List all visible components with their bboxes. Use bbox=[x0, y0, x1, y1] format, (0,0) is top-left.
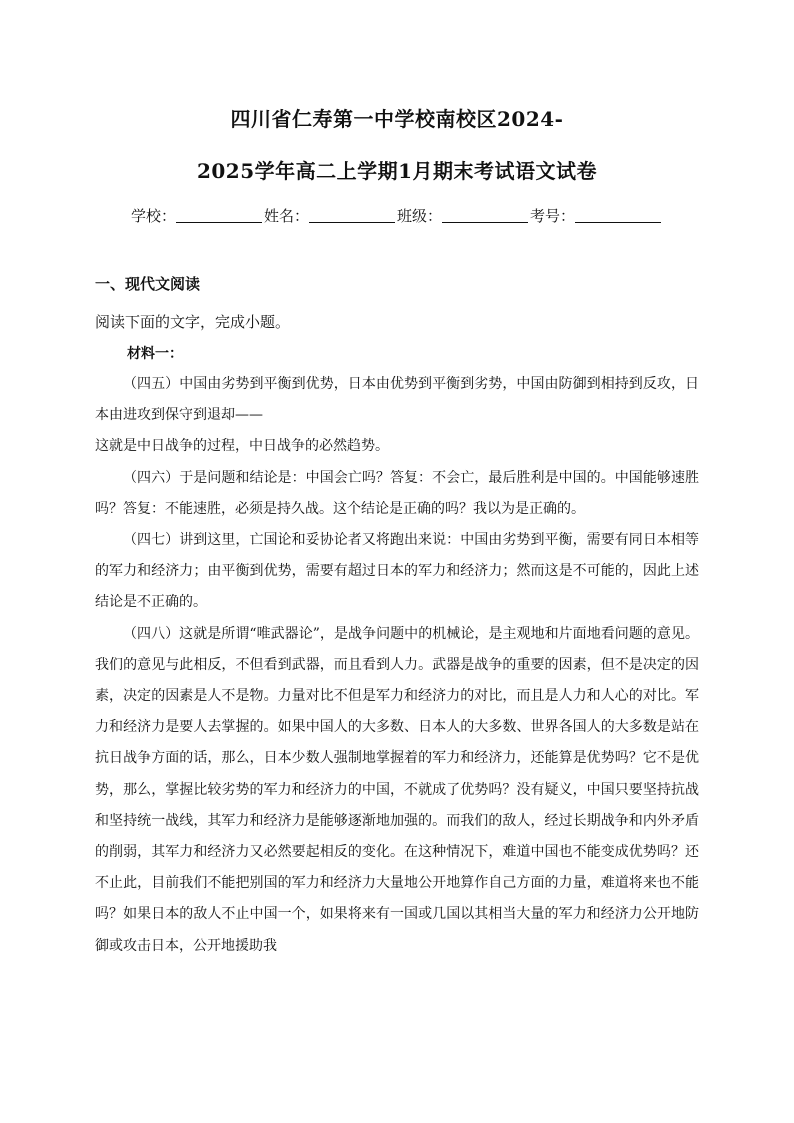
class-blank[interactable] bbox=[442, 222, 528, 223]
reading-passage bbox=[95, 369, 699, 962]
name-label: 姓名： bbox=[263, 207, 309, 225]
number-blank[interactable] bbox=[575, 222, 661, 223]
section-heading: 一、现代文阅读 bbox=[95, 275, 201, 293]
school-label: 学校： bbox=[130, 207, 176, 225]
class-label: 班级： bbox=[397, 207, 443, 225]
paragraph-45-continued: 这就是中日战争的过程，中日战争的必然趋势。 bbox=[95, 438, 389, 455]
paragraph-46: （四六）于是问题和结论是：中国会亡吗？答复：不会亡，最后胜利是中国的。中国能够速胜吗？答复：不能速胜，必须是持久战。这个结论是正确的吗？我以为是正确的。 bbox=[95, 469, 699, 517]
paragraph-45: （四五）中国由劣势到平衡到优势，日本由优势到平衡到劣势，中国由防御到相持到反攻，日本由进攻到保守到退却—— bbox=[95, 376, 699, 424]
reading-instruction: 阅读下面的文字，完成小题。 bbox=[95, 313, 291, 331]
name-blank[interactable] bbox=[309, 222, 395, 223]
paragraph-48: （四八）这就是所谓“唯武器论”，是战争问题中的机械论，是主观地和片面地看问题的意见。我们的意见与此相反，不但看到武器，而且看到人力。武器是战争的重要的因素，但不是决定的因素，决定的因素是人不是物。力量对比不但是军力和经济力的对比，而且是人力和人心的对比。军力和经济力是要人去掌握的。如果中国人的大多数、日本人的大多数、世界各国人的大多数是站在抗日战争方面的话，那么，日本少数人强制地掌握着的军力和经济力，还能算是优势吗？它不是优势，那么，掌握比较劣势的军力和经济力的中国，不就成了优势吗？没有疑义，中国只要坚持抗战和坚持统一战线，其军力和经济力是能够逐渐地加强的。而我们的敌人，经过长期战争和内外矛盾的削弱，其军力和经济力又必然要起相反的变化。在这种情况下，难道中国也不能变成优势吗？还不止此，目前我们不能把别国的军力和经济力大量地公开地算作自己方面的力量，难道将来也不能吗？如果日本的敌人不止中国一个，如果将来有一国或几国以其相当大量的军力和经济力公开地防御或攻击日本，公开地援助我 bbox=[95, 625, 699, 954]
exam-title-line-1: 四川省仁寿第一中学校南校区2024- bbox=[230, 107, 564, 131]
exam-title-line-2: 2025学年高二上学期1月期末考试语文试卷 bbox=[196, 159, 598, 183]
school-blank[interactable] bbox=[176, 222, 262, 223]
number-label: 考号： bbox=[530, 207, 576, 225]
paragraph-47: （四七）讲到这里，亡国论和妥协论者又将跑出来说：中国由劣势到平衡，需要有同日本相等的军力和经济力；由平衡到优势，需要有超过日本的军力和经济力；然而这是不可能的，因此上述结论是不正确的。 bbox=[95, 532, 699, 611]
material-label: 材料一： bbox=[127, 346, 183, 362]
student-info-row bbox=[0, 205, 794, 226]
